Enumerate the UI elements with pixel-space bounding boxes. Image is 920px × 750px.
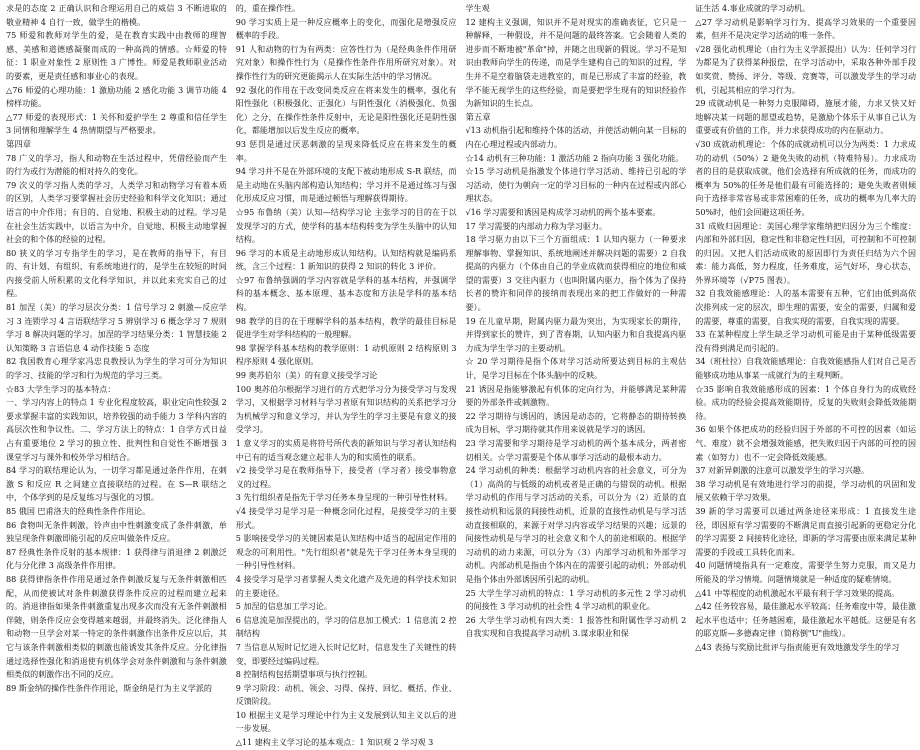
paragraph: √16 学习需要和诱因是构成学习动机的两个基本要素。 (465, 207, 661, 217)
paragraph: 7 当信息从短时记忆进入长时记忆时，信息发生了关键性的转变，即要经过编码过程。 (235, 642, 457, 666)
paragraph: ☆35 影响自我效能感形成的因素：1 个体自身行为的成败经验。成功的经验会提高效能期待，反复的失败则会降低效能期待。 (695, 384, 916, 421)
column-2 (235, 2, 457, 748)
paragraph: 94 学习并不是在外部环境的支配下被动地形成 S-R 联结，而是主动地在头脑内部构造认知结构；学习并不是通过练习与强化形成反应习惯，而是通过顿悟与理解获得期待。 (235, 167, 457, 204)
paragraph: 33 在某种程度上学生缺乏学习动机可能是由于某种低级需要没有得到满足而引起的。 (695, 330, 916, 353)
paragraph: ☆95 布鲁纳（美）认知—结构学习论 主张学习的目的在于以发现学习的方式，使学科的基本结构转变为学生头脑中的认知结构。 (235, 207, 457, 245)
paragraph: 10 根据主义是学习理论中行为主义发展到认知主义以后的进一步发展。 (235, 710, 457, 734)
paragraph: 22 学习期待与诱因的，诱因是动态的，它将静态的期待转换成为目标，学习期待就其作用来说就是学习的诱因。 (465, 411, 687, 435)
paragraph: 一、学习内容上的特点 1 专业化程度较高，职业定向性较强 2 要求掌握丰富的实践知识，培养较强的动手能力 3 学科内容的高层次性和争议性。二、学习方法上的特点：1 自学方式日益占有重要地位 2 学习的独立性、批判性和自觉性不断增强 3 课堂学习与课外和校外学习相结合。 (6, 398, 227, 462)
paragraph: 证生活 4.事业成就的学习动机。 (695, 4, 811, 13)
paragraph: 39 新的学习需要可以通过两条途径来形成：1 直接发生途径，即因原有学习需要的不断满足而直接引起新的更稳定分化的学习需要 2 间接转化途径，即新的学习需要由原来满足某种需要的手段或工具转化而来。 (695, 506, 916, 557)
paragraph: 100 奥苏伯尔根据学习进行的方式把学习分为接受学习与发现学习，又根据学习材料与学习者原有知识结构的关系把学习分为机械学习和意义学习，并认为学生的学习主要是有意义的接受学习。 (235, 384, 457, 435)
paragraph: 的，重在操作性。 (235, 4, 301, 13)
paragraph: √4 接受学习是学习是一种概念同化过程，是接受学习的主要形式。 (235, 506, 457, 530)
paragraph: 75 师爱和教师对学生的爱，是在教育实践中由教师的理智感、美感和道德感凝聚而成的一种高尚的情感。☆师爱的特征：1 职业对象性 2 原则性 3 广博性。师爱是教师职业活动的要素，更是责任感和事业心的表现。 (6, 31, 227, 81)
paragraph: 36 如果个体把成功的经验归因于外部的不可控的因素（如运气、难度）就不会增强效能感，把失败归因于内部的可控的因素（如努力）也不一定会降低效能感。 (695, 425, 916, 462)
paragraph: 8 控制结构包括期望事项与执行控制。 (235, 670, 373, 680)
paragraph: 84 学习的联结理论认为，一切学习都是通过条件作用，在刺激 S 和反应 R 之间建立直接联结的过程。在 S—R 联结之中，个体学到的是反复练习与强化的习惯。 (6, 466, 227, 503)
paragraph: 21 诱因是指能够激起有机体的定向行为，并能够满足某种需要的外部条件或刺激物。 (465, 384, 687, 408)
paragraph: 29 成就动机是一种努力克服障碍，施展才能，力求又快又好地解决某一问题的愿望或趋势，是激励个体乐于从事自己认为重要或有价值的工作，并力求获得成功的内在驱动力。 (695, 99, 916, 136)
paragraph: 98 掌握学科基本结构的教学原则：1 动机原则 2 结构原则 3 程序原则 4 强化原则。 (235, 343, 457, 367)
paragraph: 98 教学的目的在于理解学科的基本结构，教学的最佳目标是促进学生对学科结构的一般理解。 (235, 316, 457, 340)
paragraph: 24 学习动机的种类：根据学习动机内容的社会意义，可分为（1）高尚的与低级的动机或者是正确的与错误的动机。根据学习动机的作用与学习活动的关系，可以分为（2）近景的直接性动机和远景的间接性动机，近景的直接性动机是与学习活动直接相联的，来源于对学习内容或学习结果的兴趣；远景的间接性动机是与学习的社会意义和个人的前途相联的。根据学习动机的动力来源，可以分为（3）内部学习动机和外部学习动机。内部动机是指由个体内在的需要引起的动机；外部动机是指个体由外部诱因所引起的动机。 (465, 466, 687, 584)
paragraph: 91 人和动物的行为有两类：应答性行为（是经典条件作用研究对象）和操作性行为（是操作性条件作用所研究对象）。对操作性行为的研究更能揭示人在实际生活中的学习情况。 (235, 44, 457, 81)
paragraph: √28 强化动机理论（由行为主义学派提出）认为：任何学习行为都是为了获得某种报偿，在学习活动中，采取各种外部手段如奖赏、赞扬、评分、等级、竞赛等，可以激发学生的学习动机，引起其相应的学习行为。 (695, 44, 916, 95)
paragraph: 99 奥苏伯尔（美）的有意义接受学习论 (235, 371, 378, 381)
paragraph: 9 学习阶段：动机、领会、习得、保持、回忆、概括、作业、反馈阶段。 (235, 683, 457, 707)
paragraph: 34（班杜拉）自我效能感理论：自我效能感指人们对自己是否能够成功地从事某一成就行为的主观判断。 (695, 357, 916, 381)
paragraph: 86 食物叫无条件刺激，铃声由中性刺激变成了条件刺激，单独呈现条件刺激即能引起的反应叫做条件反应。 (6, 520, 227, 544)
paragraph: 81 加涅（美）的学习层次分类：1 信号学习 2 刺激—反应学习 3 连锁学习 4 言语联结学习 5 辨别学习 6 概念学习 7 规则学习 8 解决问题的学习。加涅的学习结果分类：1 智慧技能 2 认知策略 3 言语信息 4 动作技能 5 态度 (6, 303, 227, 353)
paragraph: △76 师爱的心理功能：1 激励功能 2 感化功能 3 调节功能 4 榜样功能。 (6, 85, 227, 109)
paragraph: 93 惩罚是通过厌恶刺激的呈现来降低反应在将来发生的概率。 (235, 139, 457, 163)
paragraph: 31 成败归因理论：美国心理学家维纳把归因分为三个维度：内部和外部归因，稳定性和非稳定性归因，可控制和不可控制的归因。又把人们活动成败的原因即行为责任归结为六个因素：能力高低，努力程度，任务难度，运气好坏，身心状态，外界环境等（√P75 图表）。 (695, 221, 916, 285)
paragraph: 25 大学生学习动机的特点：1 学习动机的多元性 2 学习动机的间接性 3 学习动机的社会性 4 学习动机的职业化。 (465, 588, 687, 612)
paragraph: 37 对新异刺激的注意可以激发学生的学习兴趣。 (695, 466, 869, 476)
paragraph: 6 信息流是加涅提出的，学习的信息加工模式：1 信息流 2 控制结构 (235, 615, 457, 639)
paragraph: 82 我国教育心理学家冯忠良教授认为学生的学习可分为知识的学习、技能的学习和行为规范的学习三类。 (6, 357, 227, 381)
paragraph: △27 学习动机是影响学习行为、提高学习效果的一个重要因素，但并不是决定学习活动的唯一条件。 (695, 17, 916, 41)
paragraph: 23 学习需要和学习期待是学习动机的两个基本成分，两者密切相关。☆学习需要是个体从事学习活动的最根本动力。 (465, 439, 687, 462)
paragraph: 80 狭义的学习专指学生的学习，是在教师的指导下，有目的、有计划、有组织、有系统地进行的，是学生在较短的时间内接受前人所积累的文化科学知识，并以此来充实自己的过程。 (6, 248, 227, 299)
paragraph: 79 次义的学习指人类的学习，人类学习和动物学习有着本质的区别，人类学习要掌握社会历史经验和科学文化知识；通过语言的中介作用；有目的、自觉地、积极主动的过程。学习是在社会生活实践中，以语言为中介，自觉地、积极主动地掌握社会的和个体的经验的过程。 (6, 180, 227, 245)
paragraph: ☆97 布鲁纳强调的学习内容就是学科的基本结构，并强调学科的基本概念、基本原理、基本态度和方法是学科的基本结构。 (235, 275, 457, 313)
paragraph: △77 师爱的表现形式：1 关怀和爱护学生 2 尊重和信任学生 3 同情和理解学生 4 热情期望与严格要求。 (6, 112, 227, 136)
column-3 (466, 2, 687, 652)
paragraph: 学生观 (465, 4, 490, 13)
paragraph: ☆14 动机有三种功能：1 激活功能 2 指向功能 3 强化功能。 (465, 153, 684, 163)
chapter-heading: 第五章 (465, 111, 491, 122)
paragraph: ☆15 学习动机是指激发个体进行学习活动、维持已引起的学习活动，使行为朝向一定的学习目标的一种内在过程或内部心理状态。 (465, 167, 687, 204)
paragraph: △43 表扬与奖励比批评与指责能更有效地激发学生的学习 (695, 642, 900, 652)
column-1 (6, 2, 227, 693)
paragraph: 85 俄国 巴甫洛夫的经典性条件作用论。 (6, 506, 151, 516)
paragraph: 78 广义的学习，指人和动物在生活过程中，凭借经验而产生的行为或行为潜能的相对持久的变化。 (6, 153, 227, 177)
paragraph: 89 斯金纳的操作性条件作用论，斯金纳是行为主义学派的 (6, 683, 212, 693)
paragraph: 12 建构主义强调，知识并不是对现实的准确表征，它只是一种解释，一种假设，并不是问题的最终答案。它会随着人类的进步而不断地被"革命"掉，并随之出现新的假说。学习不是知识由教师向学生的传递，而是学生建构自己的知识的过程，学生并不是空着脑袋走进教室的，而是已形成了丰富的经验，教学不能无视学生的这些经验，而是要把学生现有的知识经验作为新知识的生长点。 (465, 17, 687, 109)
paragraph: 5 加涅的信息加工学习论。 (235, 602, 332, 612)
paragraph: △11 建构主义学习论的基本观点：1 知识观 2 学习观 3 (235, 738, 434, 748)
paragraph: 17 学习需要的内部动力称为学习驱力。 (465, 221, 608, 231)
paragraph: 3 先行组织者是指先于学习任务本身呈现的一种引导性材料。 (235, 493, 453, 503)
paragraph: ☆ 20 学习期待是指个体对学习活动所要达到目标的主观估计，是学习目标在个体头脑中的反映。 (465, 357, 687, 381)
paragraph: 19 在儿童早期，附属内驱力最为突出，为实现家长的期待，并得到家长的赞许，到了青春期，认知内驱力和自我提高内驱力成为学生学习的主要动机。 (465, 316, 687, 353)
paragraph: 18 学习驱力由以下三个方面组成：1 认知内驱力（一种要求理解事物、掌握知识、系统地阐述并解决问题的需要）2 自我提高的内驱力（个体由自己的学业成就而获得相应的地位和威望的需要）3 交往内驱力（也叫附属内驱力，指个体为了保持长者的赞许和同伴的接纳而表现出来的把工作做好的一种需要）。 (465, 235, 687, 313)
paragraph: 4 接受学习是学习者掌握人类文化遗产及先进的科学技术知识的主要途径。 (235, 574, 457, 598)
column-4 (695, 2, 916, 652)
paragraph: 5 影响接受学习的关键因素是认知结构中适当的起固定作用的观念的可利用性。"先行组织者"就是先于学习任务本身呈现的一种引导性材料。 (235, 534, 457, 571)
paragraph: △41 中等程度的动机激起水平最有利于学习效果的提高。 (695, 588, 900, 598)
paragraph: √30 成就动机理论：个体的成就动机可以分为两类：1 力求成功的动机（50%）2 避免失败的动机（特难特易）。力求成功者的目的是获取成就，他们会选择有所成就的任务，而成功的概率为 50%的任务是他们最有可能选择的；避免失败者则倾向于选择非常容易或非常困难的任务，成功的概率为几率大的 50%时，他们会回避这项任务。 (695, 139, 916, 217)
paragraph: √13 动机指引起和维持个体的活动，并使活动朝向某一目标的内在心理过程或内部动力。 (465, 126, 687, 149)
paragraph: 求是的态度 2 正确认识和合理运用自己的威信 3 不断进取的敬业精神 4 自行一致，做学生的楷模。 (6, 4, 227, 27)
paragraph: 92 强化的作用在于改变同类反应在将来发生的概率，强化有阳性强化（积极强化、正强化）与阴性强化（消极强化、负强化）之分，在操作性条件反射中，无论是阳性强化还是阴性强化，都能增加以后发生反应的概率。 (235, 85, 457, 136)
paragraph: 88 获得律指条件作用是通过条件刺激反复与无条件刺激相匹配，从而使被试对条件刺激获得条件反应的过程而建立起来的。消退律指如果条件刺激重复出现多次而没有无条件刺激相伴随，则条件反应会变得越来越弱，并最终消失。泛化律指人和动物一旦学会对某一特定的条件刺激作出条件反应以后，其它与该条件刺激相类似的刺激也能诱发其条件反应。分化律指通过选择性强化和消退使有机体学会对条件刺激和与条件刺激相类似的刺激作出不同的反应。 (6, 574, 227, 680)
paragraph: 96 学习的本质是主动地形成认知结构。认知结构就是编码系统，含三个过程：1 新知识的获得 2 知识的转化 3 评价。 (235, 248, 457, 272)
paragraph: 1 意义学习的实质是将符号所代表的新知识与学习者认知结构中已有的适当观念建立起非人为的和实质性的联系。 (235, 439, 457, 462)
paragraph: √2 接受学习是在教师指导下，接受者（学习者）接受事物意义的过程。 (235, 466, 457, 489)
paragraph: 32 自我效能感理论：人的基本需要有五种，它们由低到高依次排列成一定的层次，即生理的需要，安全的需要，归属和爱的需要，尊重的需要，自我实现的需要，自我实现的需要。 (695, 289, 916, 326)
paragraph: 26 大学生学习动机有四大类：1 报答性和附属性学习动机 2 自我实现和自我提高学习动机 3.谋求职业和保 (465, 615, 687, 639)
paragraph: 40 问题情境指具有一定难度，需要学生努力克服，而又是力所能及的学习情境。问题情境就是一种适度的疑难情境。 (695, 561, 916, 584)
paragraph: △42 任务较容易，最佳激起水平较高；任务难度中等，最佳激起水平也适中；任务越困难，最佳激起水平越低。这便是有名的耶克斯—多德森定律（简称倒"U"曲线）。 (695, 602, 916, 639)
paragraph: 87 经典性条件反射的基本规律：1 获得律与消退律 2 刺激泛化与分化律 3 高级条件作用律。 (6, 547, 227, 571)
paragraph: ☆83 大学生学习的基本特点： (6, 384, 116, 394)
chapter-heading: 第四章 (6, 138, 32, 149)
paragraph: 38 学习动机是有效地进行学习的前提，学习动机的巩固和发展又依赖于学习效果。 (695, 479, 916, 503)
paragraph: 90 学习实质上是一种反应概率上的变化，而强化是增强反应概率的手段。 (235, 17, 457, 41)
